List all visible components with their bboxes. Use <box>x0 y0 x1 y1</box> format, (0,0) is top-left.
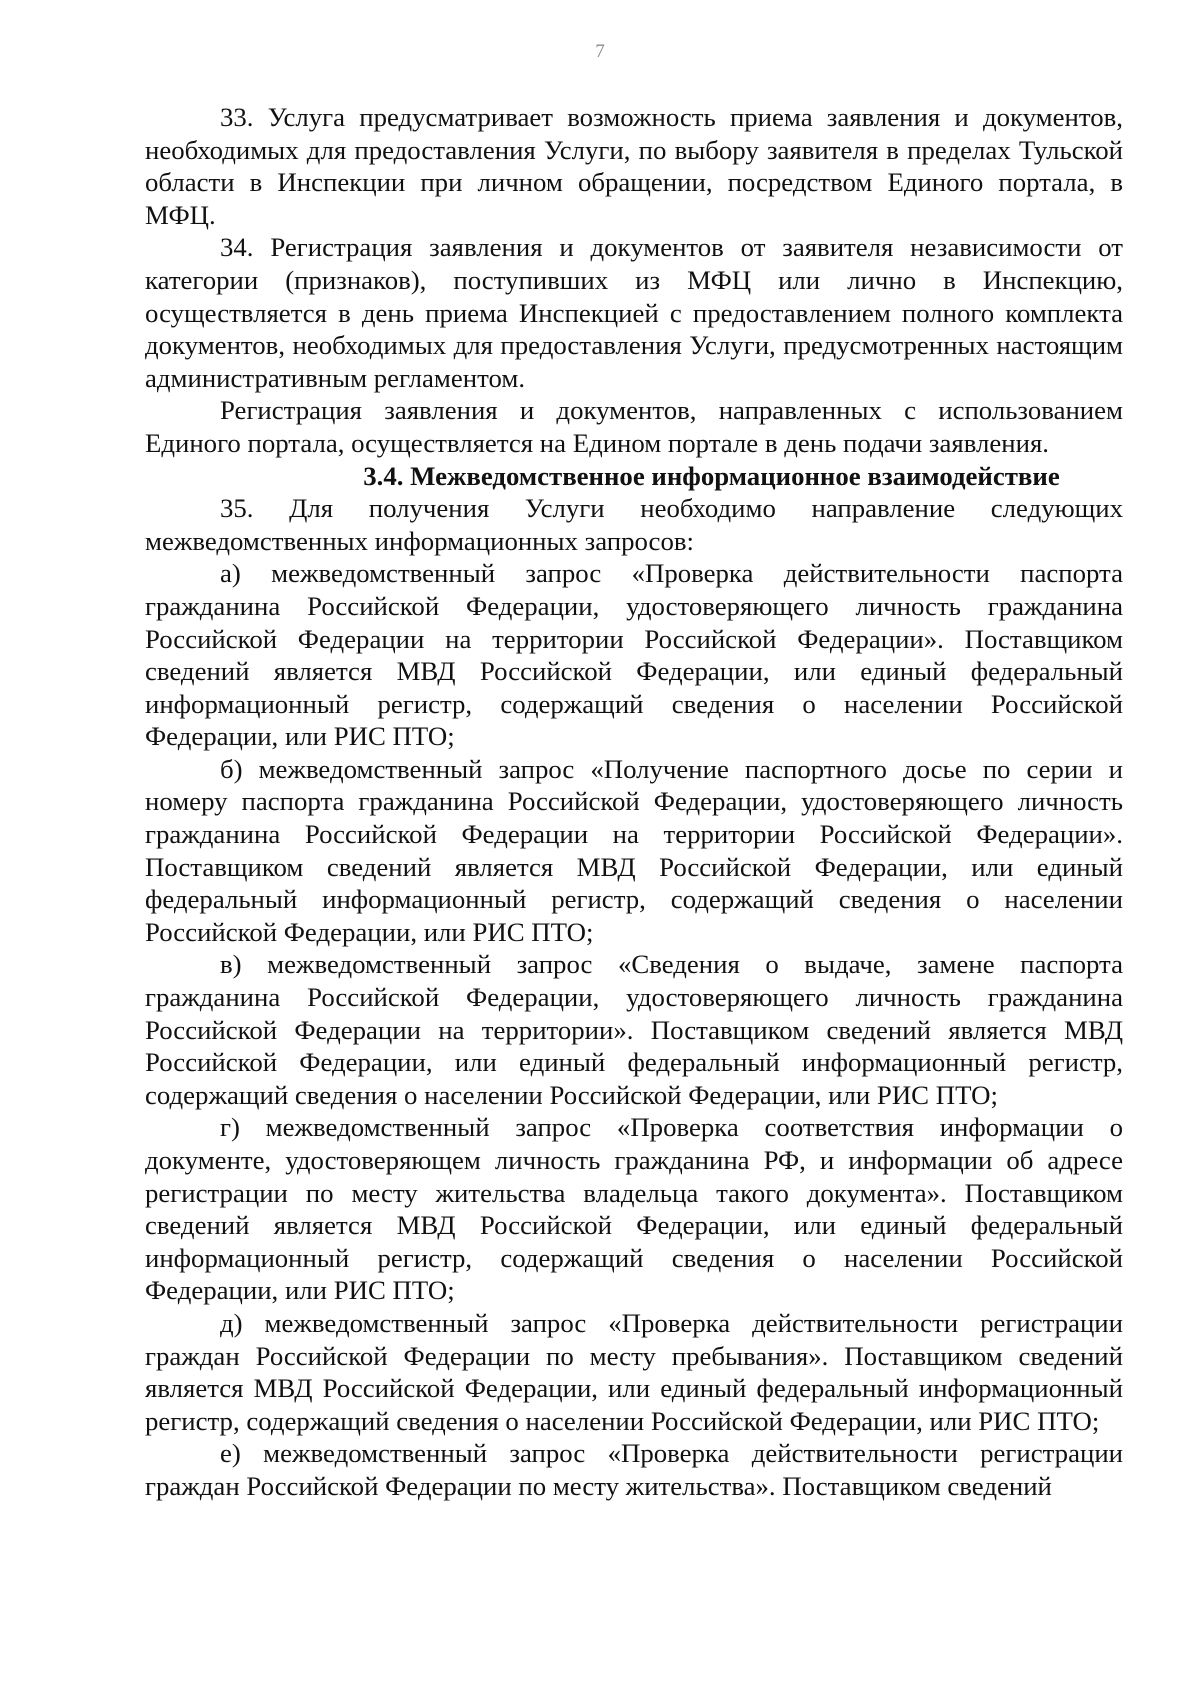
list-item-v: в) межведомственный запрос «Сведения о выдаче, замене паспорта гражданина Российской Федерации, удостоверяющего личность гражданина Российской Федерации на территории». Поставщиком сведений является МВД Российской Федерации, или единый федеральный информационный регистр, содержащий сведения о населении Российской Федерации, или РИС ПТО; <box>145 949 1123 1110</box>
list-item-a: а) межведомственный запрос «Проверка действительности паспорта гражданина Российской Федерации, удостоверяющего личность гражданина Российской Федерации на территории Российской Федерации». Поставщиком сведений является МВД Российской Федерации, или единый федеральный информационный регистр, содержащий сведения о населении Российской Федерации, или РИС ПТО; <box>145 558 1123 752</box>
paragraph-34: 34. Регистрация заявления и документов от заявителя независимости от категории (признаков), поступивших из МФЦ или лично в Инспекцию, осуществляется в день приема Инспекцией с предоставлением полного комплекта документов, необходимых для предоставления Услуги, предусмотренных настоящим административным регламентом. <box>145 232 1123 393</box>
page-number: 7 <box>595 41 605 62</box>
paragraph-35: 35. Для получения Услуги необходимо направление следующих межведомственных информационных запросов: <box>145 493 1123 556</box>
list-item-b: б) межведомственный запрос «Получение паспортного досье по серии и номеру паспорта гражданина Российской Федерации, удостоверяющего личность гражданина Российской Федерации на территории Российской Федерации». Поставщиком сведений является МВД Российской Федерации, или единый федеральный информационный регистр, содержащий сведения о населении Российской Федерации, или РИС ПТО; <box>145 753 1123 947</box>
paragraph-33: 33. Услуга предусматривает возможность приема заявления и документов, необходимых для предоставления Услуги, по выбору заявителя в пределах Тульской области в Инспекции при личном обращении, посредством Единого портала, в МФЦ. <box>145 102 1123 230</box>
list-item-e: е) межведомственный запрос «Проверка действительности регистрации граждан Российской Федерации по месту жительства». Поставщиком сведений <box>145 1438 1123 1501</box>
list-item-g: г) межведомственный запрос «Проверка соответствия информации о документе, удостоверяющем личность гражданина РФ, и информации об адресе регистрации по месту жительства владельца такого документа». Поставщиком сведений является МВД Российской Федерации, или единый федеральный информационный регистр, содержащий сведения о населении Российской Федерации, или РИС ПТО; <box>145 1112 1123 1306</box>
list-item-d: д) межведомственный запрос «Проверка действительности регистрации граждан Российской Федерации по месту пребывания». Поставщиком сведений является МВД Российской Федерации, или единый федеральный информационный регистр, содержащий сведения о населении Российской Федерации, или РИС ПТО; <box>145 1307 1123 1436</box>
paragraph-34-continuation: Регистрация заявления и документов, направленных с использованием Единого портала, осуществляется на Едином портале в день подачи заявления. <box>145 395 1123 458</box>
section-heading: 3.4. Межведомственное информационное взаимодействие <box>363 460 1060 491</box>
document-body <box>145 101 1123 1503</box>
